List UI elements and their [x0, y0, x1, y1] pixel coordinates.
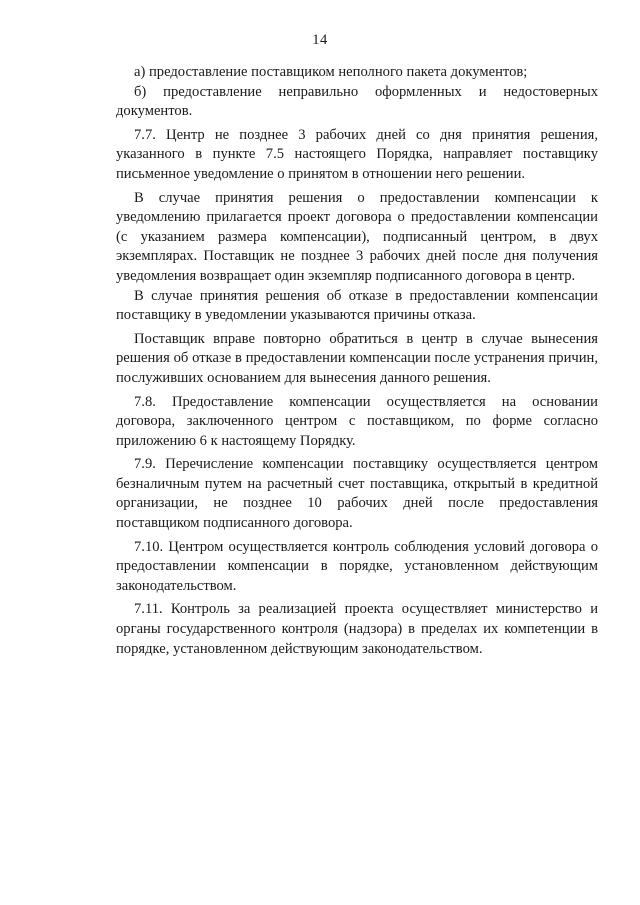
- paragraph-item-a: а) предоставление поставщиком неполного пакета документов;: [134, 64, 528, 80]
- document-body: [116, 63, 598, 659]
- paragraph-7-8: 7.8. Предоставление компенсации осуществляется на основании договора, заключенного центром с поставщиком, по форме согласно приложению 6 к настоящему Порядку.: [116, 393, 598, 449]
- paragraph-reapply: Поставщик вправе повторно обратиться в центр в случае вынесения решения об отказе в предоставлении компенсации после устранения причин, послуживших основанием для вынесения данного решения.: [116, 330, 598, 386]
- page-number: 14: [312, 32, 328, 48]
- paragraph-7-7: 7.7. Центр не позднее 3 рабочих дней со дня принятия решения, указанного в пункте 7.5 настоящего Порядка, направляет поставщику письменное уведомление о принятом в отношении него решении.: [116, 126, 598, 182]
- paragraph-7-10: 7.10. Центром осуществляется контроль соблюдения условий договора о предоставлении компенсации в порядке, установленном действующим законодательством.: [116, 538, 598, 594]
- paragraph-compensation-granted: В случае принятия решения о предоставлении компенсации к уведомлению прилагается проект договора о предоставлении компенсации (с указанием размера компенсации), подписанный центром, в двух экземплярах. Поставщик не позднее 3 рабочих дней после дня получения уведомления возвращает один экземпляр подписанного договора в центр.: [116, 189, 598, 284]
- paragraph-7-9: 7.9. Перечисление компенсации поставщику осуществляется центром безналичным путем на расчетный счет поставщика, открытый в кредитной организации, не позднее 10 рабочих дней после предоставления поставщиком подписанного договора.: [116, 456, 598, 532]
- paragraph-compensation-refused: В случае принятия решения об отказе в предоставлении компенсации поставщику в уведомлении указываются причины отказа.: [116, 287, 598, 324]
- paragraph-item-b: б) предоставление неправильно оформленных и недостоверных документов.: [116, 83, 598, 120]
- paragraph-7-11: 7.11. Контроль за реализацией проекта осуществляет министерство и органы государственного контроля (надзора) в пределах их компетенции в порядке, установленном действующим законодательством.: [116, 601, 598, 657]
